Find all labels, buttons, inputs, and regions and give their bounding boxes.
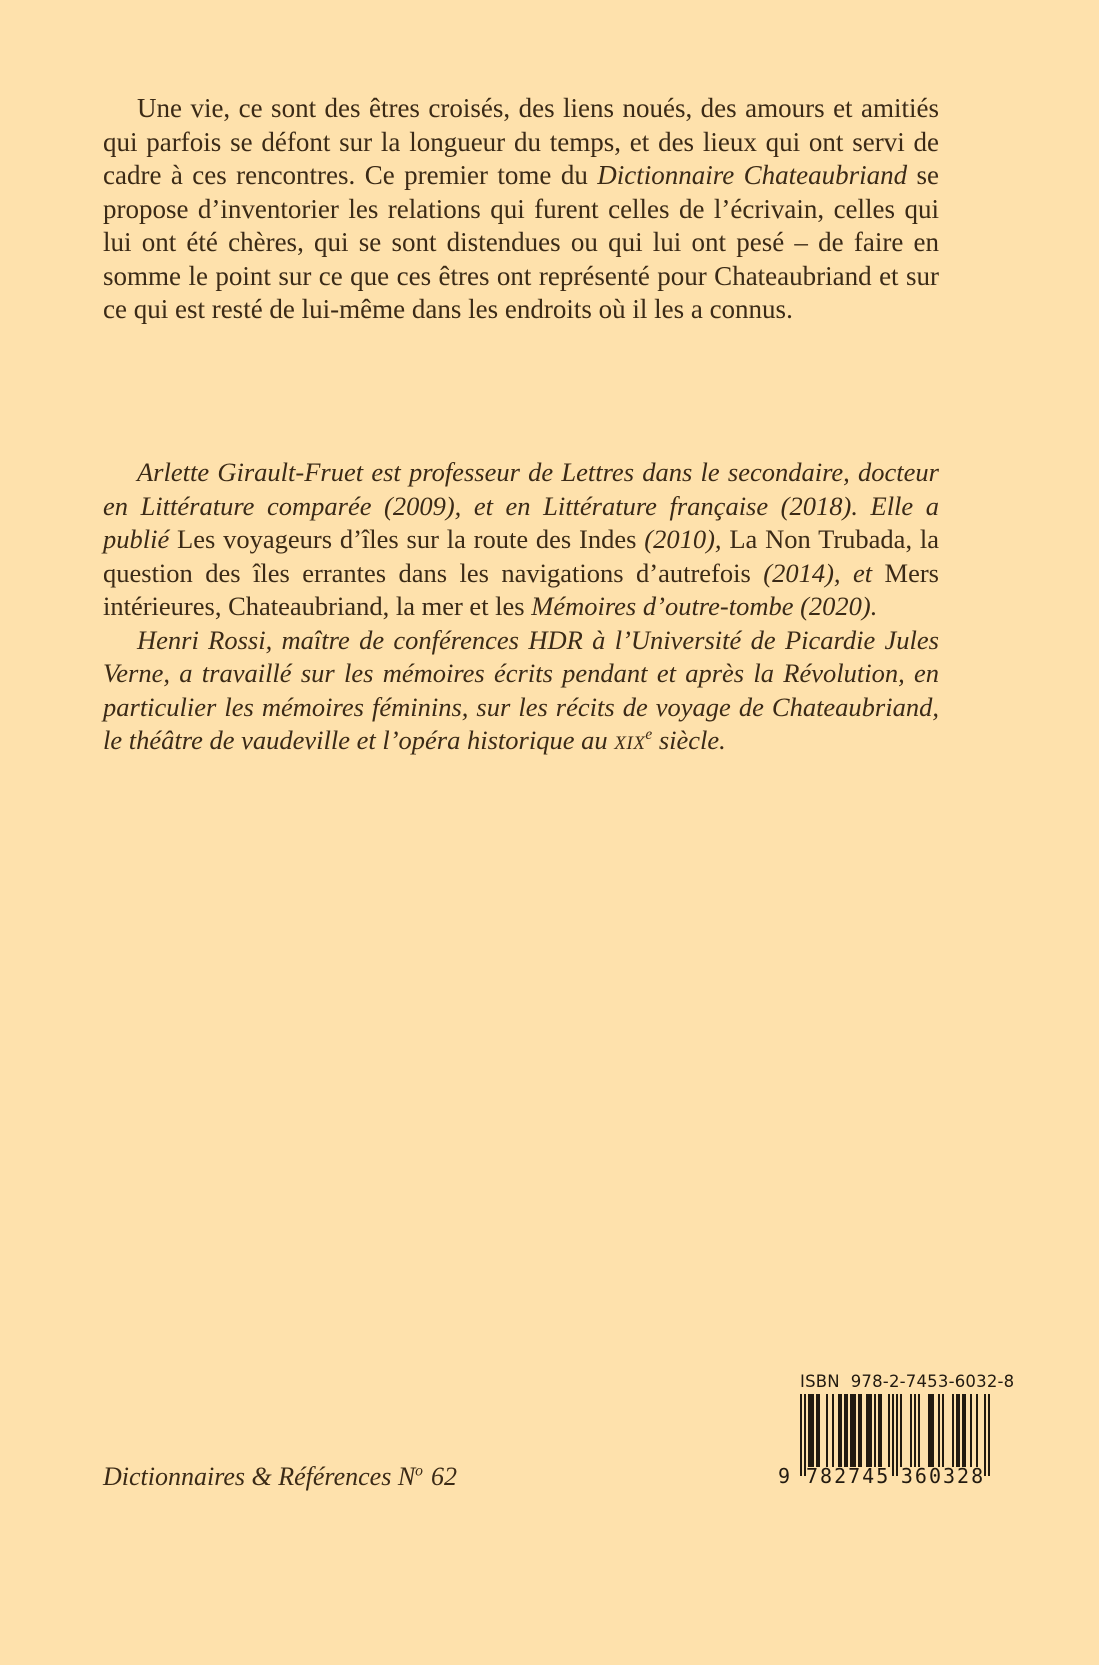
synopsis-paragraph [103,92,939,327]
bio-arlette-girault-fruet [103,456,939,624]
barcode-lead-digit: 9 [777,1464,791,1488]
century-numeral: XIX [614,733,646,754]
book-title-les-voyageurs-d-iles: Les voyageurs d’îles sur la route des Indes [177,524,637,554]
author-bios [103,456,939,761]
bio-arlette-part2: (2010), [636,524,730,554]
series-name: Dictionnaires & Références N [103,1462,416,1491]
series-label [103,1462,457,1492]
bio-henri-rossi [103,624,939,761]
book-title-mers-interieures: Mers intérieures, Chateaubriand, la mer et les [103,557,939,621]
isbn-label: ISBN 978-2-7453-6032-8 [800,1372,1015,1391]
synopsis-part1: Une vie, ce sont des êtres croisés, des liens noués, des amours et amitiés qui parfois se défont sur la longueur du temps, et des lieux qui ont servi de cadre à ces rencontres. Ce premier tome du [103,93,939,190]
century-ordinal: e [645,726,653,744]
bio-arlette-part1: Arlette Girault-Fruet est professeur de Lettres dans le secondaire, docteur en Littérature comparée (2009), et en Littérature française (2018). Elle a publié [103,457,939,554]
book-title-dictionnaire-chateaubriand: Dictionnaire Chateaubriand [597,160,908,190]
ean13-barcode [777,1394,990,1490]
book-title-memoires-d-outre-tombe: Mémoires d’outre-tombe [531,591,794,621]
bio-henri-part1: Henri Rossi, maître de conférences HDR à l’Université de Picardie Jules Verne, a travaillé sur les mémoires écrits pendant et après la Révolution, en particulier les mémoires féminins, sur les récits de voyage de Chateaubriand, le théâtre de vaudeville et l’opéra historique au [103,624,939,755]
isbn-barcode-block [777,1372,1015,1490]
synopsis-text [103,92,939,327]
series-number: 62 [430,1462,457,1491]
bio-arlette-part3: (2014), et [750,557,885,588]
bio-henri-part2: siècle. [652,725,726,755]
synopsis-part2: se propose d’inventorier les relations qui furent celles de l’écrivain, celles qui lui ont été chères, qui se sont distendues ou qui lui ont pesé – de faire en somme le point sur ce que ces êtres ont représenté pour Chateaubriand et sur ce qui est resté de lui-même dans les endroits où il les a connus. [103,160,939,324]
bio-arlette-part4: (2020). [793,591,878,621]
barcode-digit-group-2: 360328 [900,1464,986,1488]
series-ordinal: o [415,1462,423,1480]
barcode-digit-group-1: 782745 [806,1464,891,1488]
book-title-la-non-trubada: La Non Trubada, la question des îles errantes dans les navigations d’autrefois [103,524,939,588]
